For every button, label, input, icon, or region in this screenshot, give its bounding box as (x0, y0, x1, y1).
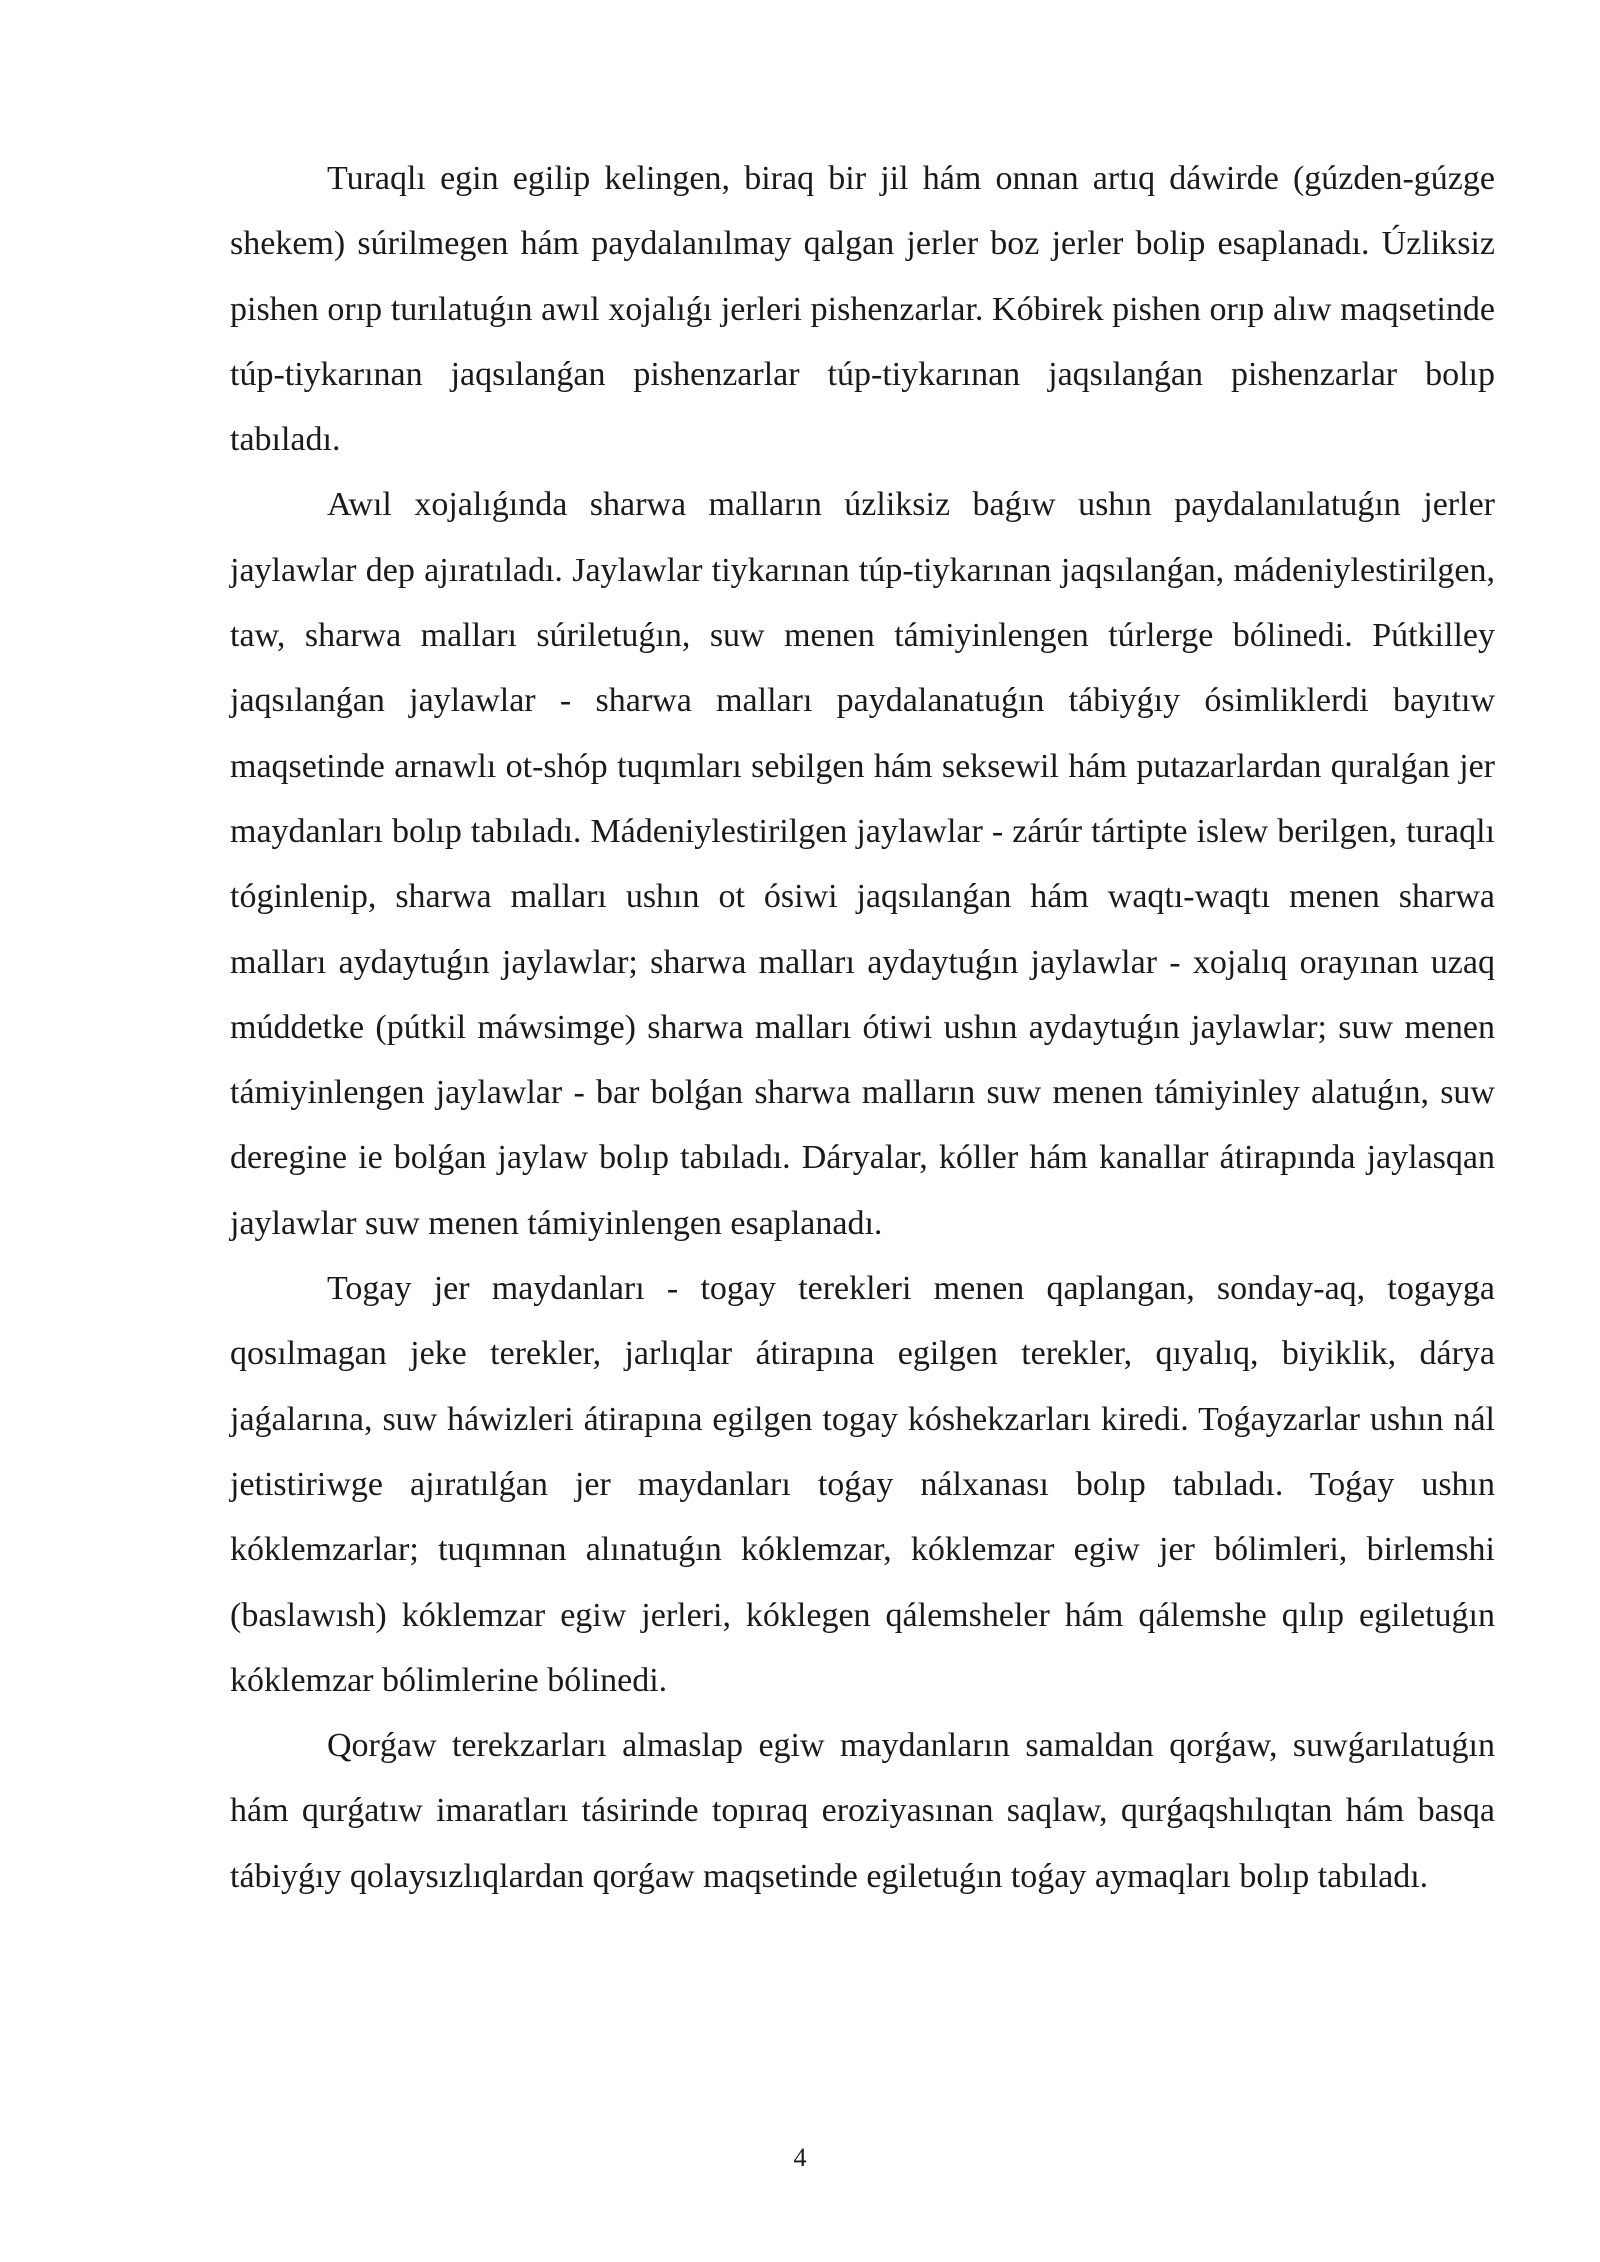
paragraph-protective-plantations: Qorǵaw terekzarları almaslap egiw maydanların samaldan qorǵaw, suwǵarılatuǵın hám qurǵatıw imaratları tásirinde topıraq eroziyasınan saqlaw, qurǵaqshılıqtan hám basqa tábiyǵıy qolaysızlıqlardan qorǵaw maqsetinde egiletuǵın toǵay aymaqları bolıp tabıladı. (230, 1727, 1495, 1895)
paragraph-pastures: Awıl xojalıǵında sharwa malların úzliksiz baǵıw ushın paydalanılatuǵın jerler jaylawlar dep ajıratıladı. Jaylawlar tiykarınan túp-tiykarınan jaqsılanǵan, mádeniylestirilgen, taw, sharwa malları súriletuǵın, suw menen támiyinlengen túrlerge bólinedi. Pútkilley jaqsılanǵan jaylawlar - sharwa malları paydalanatuǵın tábiyǵıy ósimliklerdi bayıtıw maqsetinde arnawlı ot-shóp tuqımları sebilgen hám seksewil hám putazarlardan quralǵan jer maydanları bolıp tabıladı. Mádeniylestirilgen jaylawlar - zárúr tártipte islew berilgen, turaqlı tóginlenip, sharwa malları ushın ot ósiwi jaqsılanǵan hám waqtı-waqtı menen sharwa malları aydaytuǵın jaylawlar; sharwa malları aydaytuǵın jaylawlar - xojalıq orayınan uzaq múddetke (pútkil máwsimge) sharwa malları ótiwi ushın aydaytuǵın jaylawlar; suw menen támiyinlengen jaylawlar - bar bolǵan sharwa malların suw menen támiyinley alatuǵın, suw deregine ie bolǵan jaylaw bolıp tabıladı. Dáryalar, kóller hám kanallar átirapında jaylasqan jaylawlar suw menen támiyinlengen esaplanadı. (230, 486, 1495, 1242)
paragraph-forest-lands: Togay jer maydanları - togay terekleri menen qaplangan, sonday-aq, togayga qosılmagan jeke terekler, jarlıqlar átirapına egilgen terekler, qıyalıq, biyiklik, dárya jaǵalarına, suw háwizleri átirapına egilgen togay kóshekzarları kiredi. Toǵayzarlar ushın nál jetistiriwge ajıratılǵan jer maydanları toǵay nálxanası bolıp tabıladı. Toǵay ushın kóklemzarlar; tuqımnan alınatuǵın kóklemzar, kóklemzar egiw jer bólimleri, birlemshi (baslawısh) kóklemzar egiw jerleri, kóklegen qálemsheler hám qálemshe qılıp egiletuǵın kóklemzar bólimlerine bólinedi. (230, 1270, 1495, 1699)
paragraph-fallow-and-hayfields: Turaqlı egin egilip kelingen, biraq bir jil hám onnan artıq dáwirde (gúzden-gúzge shekem) súrilmegen hám paydalanılmay qalgan jerler boz jerler bolip esaplanadı. Úzliksiz pishen orıp turılatuǵın awıl xojalıǵı jerleri pishenzarlar. Kóbirek pishen orıp alıw maqsetinde túp-tiykarınan jaqsılanǵan pishenzarlar túp-tiykarınan jaqsılanǵan pishenzarlar bolıp tabıladı. (230, 160, 1495, 459)
page-number: 4 (793, 2143, 807, 2172)
body-text (230, 146, 1495, 1909)
